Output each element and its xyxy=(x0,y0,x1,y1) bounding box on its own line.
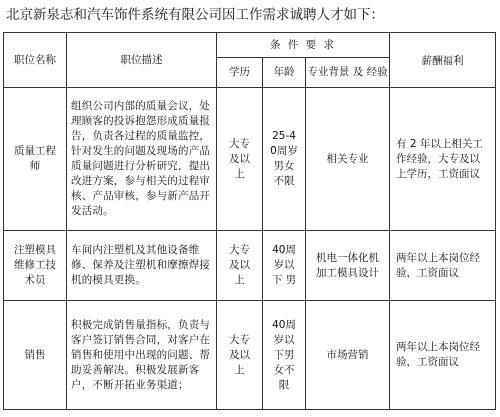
description-cell: 组织公司内部的质量会议，处理顾客的投诉抱怨形成质量报告，负责各过程的质量监控，针对发生的问题及现场的产品质量问题进行分析研究，提出改进方案，参与相关的过程审核、产品审核，参与新产品开发活动。 xyxy=(67,88,217,231)
benefits-cell: 有 2 年以上相关工作经验，大专及以上学历，工资面议 xyxy=(390,88,496,231)
background-cell: 机电一体化机加工模具设计 xyxy=(306,231,390,301)
header-position: 职位名称 xyxy=(4,33,67,88)
position-cell: 销售 xyxy=(4,301,67,410)
education-cell: 大专及以上 xyxy=(217,301,263,410)
header-description: 职位描述 xyxy=(67,33,217,88)
recruitment-table xyxy=(3,32,496,410)
table-row xyxy=(4,88,496,231)
description-cell: 积极完成销售量指标，负责与客户签订销售合同，对客户在销售和使用中出现的问题、帮助妥善解决。积极发展新客户，不断开拓业务渠道； xyxy=(67,301,217,410)
header-requirements: 条 件 要 求 xyxy=(217,33,390,58)
table-row xyxy=(4,301,496,410)
header-benefits: 薪酬福利 xyxy=(390,33,496,88)
header-background: 专业背景 及 经验 xyxy=(306,58,390,88)
background-cell: 市场营销 xyxy=(306,301,390,410)
benefits-cell: 两年以上本岗位经验，工资面议 xyxy=(390,301,496,410)
education-cell: 大专及以上 xyxy=(217,88,263,231)
age-cell: 25-40周岁男女不限 xyxy=(263,88,306,231)
position-cell: 注塑模具维修工技术员 xyxy=(4,231,67,301)
position-cell: 质量工程师 xyxy=(4,88,67,231)
benefits-cell: 两年以上本岗位经验，工资面议 xyxy=(390,231,496,301)
header-education: 学历 xyxy=(217,58,263,88)
table-row xyxy=(4,231,496,301)
age-cell: 40周岁以下男女不限 xyxy=(263,301,306,410)
header-age: 年龄 xyxy=(263,58,306,88)
background-cell: 相关专业 xyxy=(306,88,390,231)
age-cell: 40周岁以下 男 xyxy=(263,231,306,301)
education-cell: 大专及以上 xyxy=(217,231,263,301)
page-title: 北京新泉志和汽车饰件系统有限公司因工作需求诚聘人才如下： xyxy=(6,7,384,23)
description-cell: 车间内注塑机及其他设备维修、保养及注塑机和摩擦焊接机的模具更换。 xyxy=(67,231,217,301)
